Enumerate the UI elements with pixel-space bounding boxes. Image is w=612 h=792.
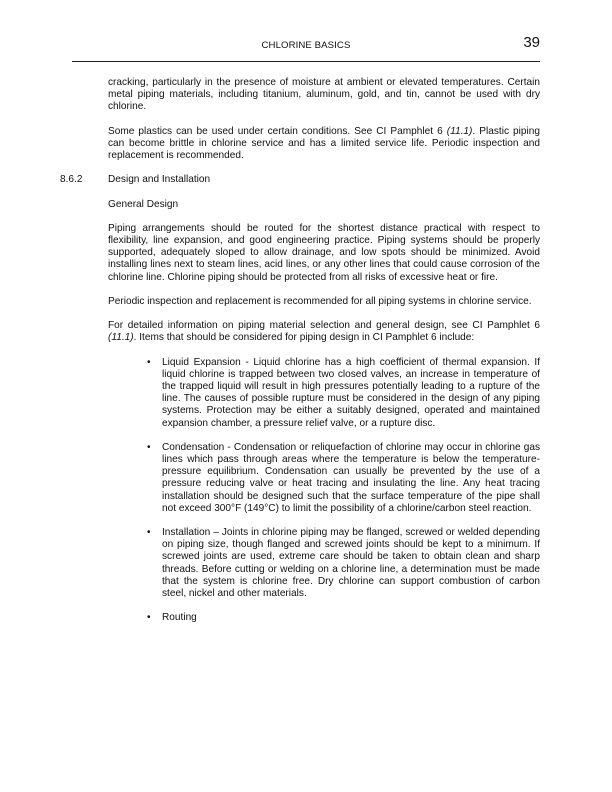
list-item: [108, 612, 540, 624]
paragraph-text: For detailed information on piping material selection and general design, see CI Pamphlet 6: [108, 320, 540, 332]
paragraph-periodic-inspection: Periodic inspection and replacement is recommended for all piping systems in chlorine service.: [108, 295, 532, 307]
running-header-title: CHLORINE BASICS: [261, 40, 351, 51]
paragraph-text: Some plastics can be used under certain conditions. See CI Pamphlet 6: [108, 125, 447, 137]
reference-citation: (11.1): [446, 125, 473, 137]
paragraph-text: . Items that should be considered for piping design in CI Pamphlet 6 include:: [133, 332, 475, 344]
list-item-text: Condensation - Condensation or reliquefaction of chlorine may occur in chlorine gas lines which pass through areas where the temperature is below the temperature-pressure equilibrium. Condensation can usually be prevented by the use of a pressure reducing valve or heat tracing and insulating the line. Any heat tracing installation should be designed such that the surface temperature of the pipe shall not exceed 300°F (149°C) to limit the possibility of a chlorine/carbon steel reaction.: [162, 441, 540, 514]
subheading-general-design: General Design: [108, 198, 179, 210]
paragraph-continued: cracking, particularly in the presence of moisture at ambient or elevated temperatures. Certain metal piping materials, including titanium, aluminum, gold, and tin, cannot be used with dry chlorine.: [108, 77, 540, 113]
paragraph-plastics: [108, 126, 540, 162]
bullet-icon: •: [147, 612, 151, 624]
paragraph-text: . Plastic piping can become brittle in chlorine service and has a limited service life. Periodic inspection and replacement is recommended.: [108, 125, 540, 161]
bullet-icon: •: [147, 441, 151, 453]
paragraph-detailed-information: [108, 320, 540, 344]
list-item: [108, 442, 540, 515]
bullet-icon: •: [147, 356, 151, 368]
section-heading: [60, 174, 540, 186]
bullet-icon: •: [147, 527, 151, 539]
list-item: [108, 527, 540, 600]
page-body: [60, 77, 540, 637]
page-number: 39: [523, 34, 540, 51]
paragraph-piping-arrangements: Piping arrangements should be routed for the shortest distance practical with respect to flexibility, line expansion, and good engineering practice. Piping systems should be properly supported, adequately sloped to allow drainage, and low spots should be minimized. Avoid installing lines next to steam lines, acid lines, or any other lines that could cause corrosion of the chlorine line. Chlorine piping should be protected from all risks of excessive heat or fire.: [108, 223, 540, 283]
section-number: 8.6.2: [60, 174, 83, 186]
section-title: Design and Installation: [108, 174, 211, 186]
list-item-text: Liquid Expansion - Liquid chlorine has a high coefficient of thermal expansion. If liquid chlorine is trapped between two closed valves, an increase in temperature of the trapped liquid will result in high pressures potentially leading to a rupture of the line. The causes of possible rupture must be considered in the design of any piping systems. Protection may be either a suitably designed, operated and maintained expansion chamber, a pressure relief valve, or a rupture disc.: [162, 356, 540, 429]
page-header: [72, 34, 540, 62]
list-item-text: Routing: [162, 612, 197, 624]
design-considerations-list: [108, 357, 540, 625]
list-item-text: Installation – Joints in chlorine piping may be flanged, screwed or welded depending on piping size, though flanged and screwed joints should be kept to a minimum. If screwed joints are used, extreme care should be taken to obtain clean and sharp threads. Before cutting or welding on a chlorine line, a determination must be made that the system is chlorine free. Dry chlorine can support combustion of carbon steel, nickel and other materials.: [162, 527, 540, 599]
list-item: [108, 357, 540, 430]
reference-citation: (11.1): [108, 332, 134, 344]
